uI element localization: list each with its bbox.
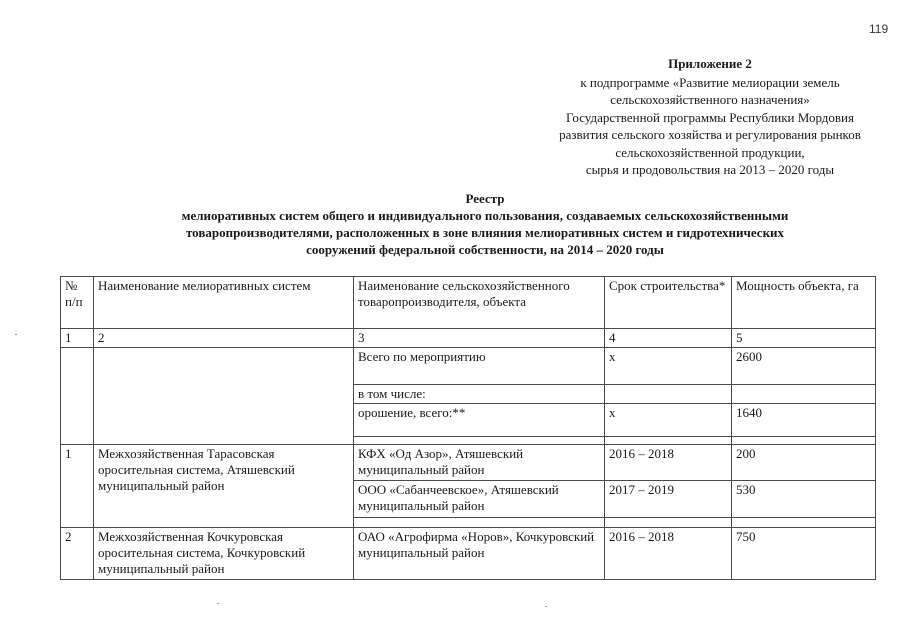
appendix-title: Приложение 2 (668, 56, 752, 71)
header-producer: Наименование сельскохозяйственного товаропроизводителя, объекта (354, 277, 605, 329)
column-number: 1 (61, 329, 94, 348)
including-label: в том числе: (354, 385, 605, 404)
table-header-row (61, 277, 876, 329)
column-number-row (61, 329, 876, 348)
empty-cell (94, 348, 354, 445)
irrigation-capacity: 1640 (732, 404, 876, 437)
scan-speck (545, 606, 547, 607)
column-number: 3 (354, 329, 605, 348)
appendix-line: развития сельского хозяйства и регулирования рынков (559, 127, 861, 142)
page-number: 119 (869, 22, 889, 36)
group2-term: 2016 – 2018 (605, 528, 732, 580)
group1-num: 1 (61, 445, 94, 528)
total-label: Всего по мероприятию (354, 348, 605, 385)
group2-producer: ОАО «Агрофирма «Норов», Кочкуровский муниципальный район (354, 528, 605, 580)
registry-subtitle-line: товаропроизводителями, расположенных в зоне влияния мелиоративных систем и гидротехнических (185, 225, 785, 240)
appendix-line: Государственной программы Республики Мордовия (566, 109, 854, 125)
registry-heading (100, 190, 870, 258)
group2-system: Межхозяйственная Кочкуровская оросительная система, Кочкуровский муниципальный район (94, 528, 354, 580)
column-number: 5 (732, 329, 876, 348)
empty-cell (61, 348, 94, 445)
column-number: 4 (605, 329, 732, 348)
registry-table (60, 276, 876, 580)
group1-capacity: 200 (732, 445, 876, 481)
irrigation-label: орошение, всего:** (354, 404, 605, 437)
total-capacity: 2600 (732, 348, 876, 385)
registry-subtitle-line: сооружений федеральной собственности, на 2014 – 2020 годы (306, 242, 664, 257)
appendix-line: сырья и продовольствия на 2013 – 2020 годы (585, 162, 835, 177)
appendix-line: сельскохозяйственного назначения» (610, 92, 810, 107)
table-row (61, 445, 876, 481)
group1-term: 2017 – 2019 (605, 481, 732, 518)
group1-capacity: 530 (732, 481, 876, 518)
scan-speck (15, 334, 17, 335)
appendix-line: к подпрограмме «Развитие мелиорации земель (580, 74, 840, 90)
header-capacity: Мощность объекта, га (732, 277, 876, 329)
group2-num: 2 (61, 528, 94, 580)
group1-term: 2016 – 2018 (605, 445, 732, 481)
irrigation-term: х (605, 404, 732, 437)
total-term: х (605, 348, 732, 385)
group1-producer: ООО «Сабанчеевское», Атяшевский муниципальный район (354, 481, 605, 518)
empty-cell (605, 385, 732, 404)
header-num: № п/п (61, 277, 94, 329)
header-term: Срок строительства* (605, 277, 732, 329)
header-system: Наименование мелиоративных систем (94, 277, 354, 329)
scan-speck (217, 603, 219, 604)
table-row (61, 528, 876, 580)
registry-title: Реестр (465, 191, 505, 206)
appendix-block (520, 55, 900, 179)
group1-producer: КФХ «Од Азор», Атяшевский муниципальный район (354, 445, 605, 481)
group2-capacity: 750 (732, 528, 876, 580)
table-row (61, 348, 876, 385)
column-number: 2 (94, 329, 354, 348)
empty-cell (732, 385, 876, 404)
appendix-line: сельскохозяйственной продукции, (615, 144, 805, 160)
registry-subtitle-line: мелиоративных систем общего и индивидуального пользования, создаваемых сельскохозяйственными (181, 208, 789, 223)
group1-system: Межхозяйственная Тарасовская оросительная система, Атяшевский муниципальный район (94, 445, 354, 528)
